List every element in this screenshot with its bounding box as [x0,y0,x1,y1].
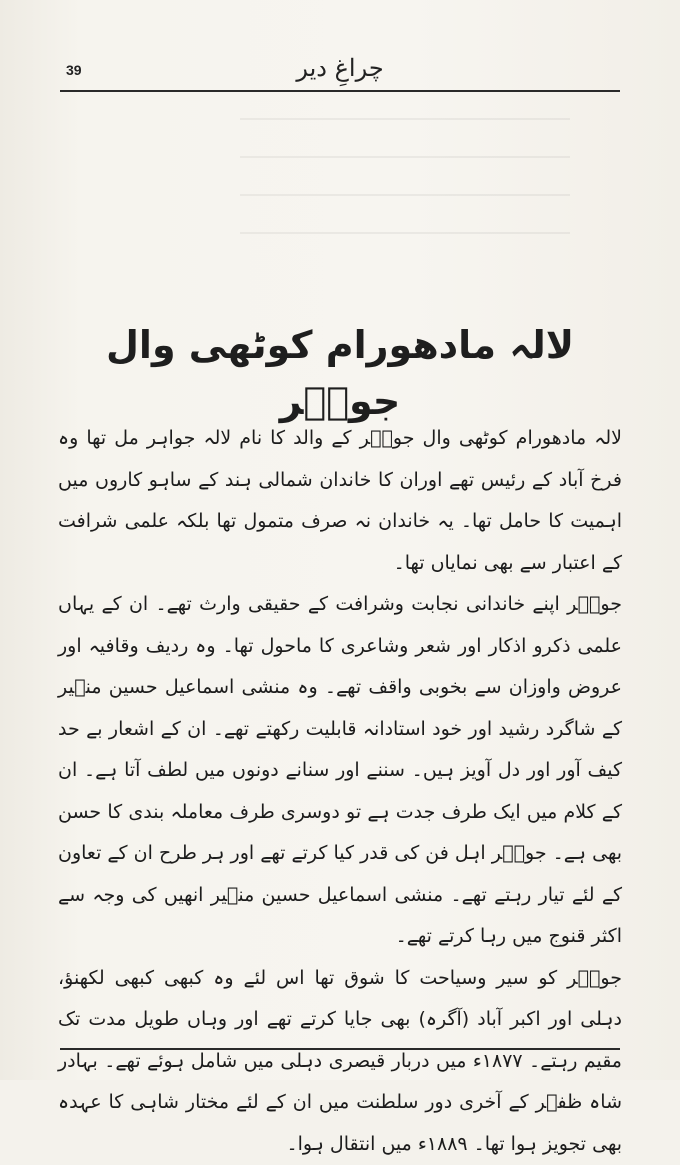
paragraph-2: جوہؔر اپنے خاندانی نجابت وشرافت کے حقیقی وارث تھے۔ ان کے یہاں علمی ذکرو اذکار اور شعر وشاعری کا ماحول تھا۔ وہ ردیف وقافیہ اور عروض واوزان سے بخوبی واقف تھے۔ وہ منشی اسماعیل حسین منؔیر کے شاگرد رشید اور خود استادانہ قابلیت رکھتے تھے۔ ان کے اشعار بے حد کیف آور اور دل آویز ہیں۔ سننے اور سنانے دونوں میں لطف آتا ہے۔ ان کے کلام میں ایک طرف جدت ہے تو دوسری طرف معاملہ بندی کا حسن بھی ہے۔ جوہؔر اہل فن کی قدر کیا کرتے تھے اور ہر طرح ان کے تعاون کے لئے تیار رہتے تھے۔ منشی اسماعیل حسین منؔیر انھیں کی وجہ سے اکثر قنوج میں رہا کرتے تھے۔ [58,584,622,958]
paragraph-1: لالہ مادھورام کوٹھی وال جوہؔر کے والد کا نام لالہ جواہر مل تھا وہ فرخ آباد کے رئیس تھے اوران کا خاندان شمالی ہند کے ساہو کاروں میں اہمیت کا حامل تھا۔ یہ خاندان نہ صرف متمول تھا بلکہ علمی شرافت کے اعتبار سے بھی نمایاں تھا۔ [58,418,622,584]
chapter-title: لالہ مادھورام کوٹھی وال جوہؔر [60,317,620,429]
header-rule [60,90,620,92]
footer-rule [60,1048,620,1050]
bleed-through-smudge [240,100,570,270]
running-title: چراغِ دیر [60,54,620,82]
paragraph-3: جوہؔر کو سیر وسیاحت کا شوق تھا اس لئے وہ کبھی کبھی لکھنؤ، دہلی اور اکبر آباد (آگرہ) بھی جایا کرتے تھے اور وہاں طویل مدت تک مقیم رہتے۔ ۱۸۷۷ء میں دربار قیصری دہلی میں شامل ہوئے تھے۔ بہادر شاہ ظفؔر کے آخری دور سلطنت میں ان کے لئے مختار شاہی کا عہدہ بھی تجویز ہوا تھا۔ ۱۸۸۹ء میں انتقال ہوا۔ [58,958,622,1165]
page-header [60,48,620,92]
page-number: 39 [66,62,82,78]
body-text [58,418,622,1165]
